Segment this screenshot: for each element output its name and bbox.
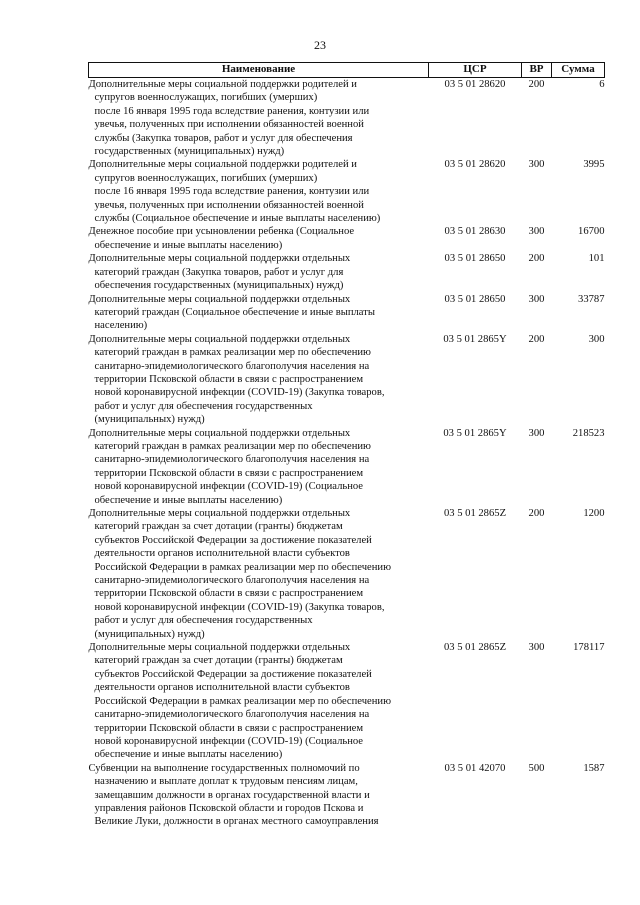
row-name-line: санитарно-эпидемиологического благополучия населения на xyxy=(94,575,370,587)
row-sum: 218523 xyxy=(572,427,605,439)
row-vr: 300 xyxy=(528,159,545,171)
row-sum: 33787 xyxy=(578,293,605,305)
row-name-line: Дополнительные меры социальной поддержки отдельных xyxy=(88,508,351,519)
row-name-line: территории Псковской области в связи с распространением xyxy=(94,722,364,734)
page-number: 23 xyxy=(314,38,326,52)
row-sum: 1587 xyxy=(583,762,605,774)
row-name-line: Дополнительные меры социальной поддержки отдельных xyxy=(88,253,351,265)
row-name-line: после 16 января 1995 года вследствие ранения, контузии или xyxy=(94,105,370,117)
row-name xyxy=(89,641,429,762)
row-csr: 03 5 01 42070 xyxy=(444,762,506,774)
row-name-line: службы (Закупка товаров, работ и услуг для обеспечения xyxy=(94,132,353,144)
row-vr: 300 xyxy=(528,427,545,439)
row-vr: 200 xyxy=(528,79,545,90)
row-name-line: увечья, полученных при исполнении обязанностей военной xyxy=(94,119,364,131)
row-sum: 300 xyxy=(588,333,605,345)
row-name-line: деятельности органов исполнительной власти субъектов xyxy=(94,682,350,694)
table-row xyxy=(89,333,605,427)
header-name: Наименование xyxy=(89,63,429,78)
row-name-line: обеспечение и иные выплаты населению) xyxy=(94,239,283,251)
row-name xyxy=(89,158,429,225)
header-csr: ЦСР xyxy=(429,63,522,78)
row-sum: 178117 xyxy=(573,642,605,654)
table-row xyxy=(89,762,605,829)
row-name-line: санитарно-эпидемиологического благополучия населения на xyxy=(94,454,370,466)
row-name-line: Дополнительные меры социальной поддержки отдельных xyxy=(88,427,351,439)
row-name-line: территории Псковской области в связи с распространением xyxy=(94,588,364,600)
row-csr: 03 5 01 28620 xyxy=(444,79,506,90)
row-name-line: категорий граждан за счет дотации (гранты) бюджетам xyxy=(94,521,343,533)
row-vr: 200 xyxy=(528,253,545,265)
row-name-line: Российской Федерации в рамках реализации мер по обеспечению xyxy=(94,695,392,707)
row-name-line: новой коронавирусной инфекции (COVID-19) (Социальное xyxy=(94,735,364,747)
row-name-line: работ и услуг для обеспечения государственных xyxy=(94,615,313,627)
row-name-line: Субвенции на выполнение государственных полномочий по xyxy=(88,762,360,774)
row-vr: 300 xyxy=(528,226,545,238)
row-sum: 101 xyxy=(588,253,605,265)
row-vr: 200 xyxy=(528,508,545,519)
row-vr: 300 xyxy=(528,642,545,654)
table-row xyxy=(89,641,605,762)
row-name-line: после 16 января 1995 года вследствие ранения, контузии или xyxy=(94,186,370,198)
budget-table xyxy=(88,62,605,829)
row-csr: 03 5 01 2865Z xyxy=(443,508,507,519)
header-sum: Сумма xyxy=(552,63,605,78)
row-name xyxy=(89,78,429,159)
row-name-line: обеспечение и иные выплаты населению) xyxy=(94,494,283,506)
table-body xyxy=(89,78,605,829)
row-csr: 03 5 01 2865Y xyxy=(443,427,507,439)
row-name-line: субъектов Российской Федерации за достижение показателей xyxy=(94,668,372,680)
row-name-line: категорий граждан (Социальное обеспечение и иные выплаты xyxy=(94,306,375,318)
row-name-line: категорий граждан в рамках реализации мер по обеспечению xyxy=(94,347,371,359)
row-name-line: обеспечение и иные выплаты населению) xyxy=(94,749,283,761)
row-name xyxy=(89,293,429,333)
row-name xyxy=(89,225,429,252)
table-row xyxy=(89,78,605,159)
row-vr: 300 xyxy=(528,293,545,305)
row-vr: 200 xyxy=(528,333,545,345)
row-name-line: новой коронавирусной инфекции (COVID-19) (Закупка товаров, xyxy=(94,601,385,613)
row-name-line: службы (Социальное обеспечение и иные выплаты населению) xyxy=(94,213,381,225)
row-name-line: работ и услуг для обеспечения государственных xyxy=(94,400,313,412)
row-csr: 03 5 01 28630 xyxy=(444,226,506,238)
row-name-line: категорий граждан в рамках реализации мер по обеспечению xyxy=(94,440,371,452)
table-row xyxy=(89,427,605,507)
row-name-line: супругов военнослужащих, погибших (умерших) xyxy=(94,172,318,184)
row-name-line: Дополнительные меры социальной поддержки родителей и xyxy=(88,79,357,90)
row-name-line: Дополнительные меры социальной поддержки отдельных xyxy=(88,642,351,654)
row-name-line: Денежное пособие при усыновлении ребенка (Социальное xyxy=(88,226,355,238)
row-name-line: обеспечения государственных (муниципальных) нужд) xyxy=(94,280,344,292)
row-name-line: деятельности органов исполнительной власти субъектов xyxy=(94,548,350,560)
row-csr: 03 5 01 28650 xyxy=(444,253,506,265)
row-name-line: категорий граждан за счет дотации (гранты) бюджетам xyxy=(94,655,343,667)
row-name-line: замещавшим должности в органах государственной власти и xyxy=(94,789,370,801)
row-sum: 3995 xyxy=(583,159,605,171)
row-name xyxy=(89,427,429,507)
row-name-line: Великие Луки, должности в органах местного самоуправления xyxy=(94,816,379,828)
table-row xyxy=(89,158,605,225)
row-name-line: Дополнительные меры социальной поддержки отдельных xyxy=(88,333,351,345)
row-name-line: (муниципальных) нужд) xyxy=(94,414,205,426)
row-sum: 1200 xyxy=(583,508,605,519)
row-sum: 6 xyxy=(599,79,605,90)
row-name-line: территории Псковской области в связи с распространением xyxy=(94,467,364,479)
row-name xyxy=(89,507,429,641)
table-row xyxy=(89,225,605,252)
header-vr: ВР xyxy=(522,63,552,78)
row-name-line: территории Псковской области в связи с распространением xyxy=(94,373,364,385)
row-name-line: Дополнительные меры социальной поддержки отдельных xyxy=(88,293,351,305)
row-name-line: санитарно-эпидемиологического благополучия населения на xyxy=(94,360,370,372)
row-sum: 16700 xyxy=(578,226,605,238)
row-csr: 03 5 01 28650 xyxy=(444,293,506,305)
row-name-line: управления районов Псковской области и городов Пскова и xyxy=(94,802,364,814)
row-name-line: Российской Федерации в рамках реализации мер по обеспечению xyxy=(94,561,392,573)
row-csr: 03 5 01 28620 xyxy=(444,159,506,171)
row-name-line: государственных (муниципальных) нужд) xyxy=(94,146,285,158)
row-name-line: населению) xyxy=(94,320,148,332)
row-name-line: новой коронавирусной инфекции (COVID-19) (Закупка товаров, xyxy=(94,387,385,399)
row-name xyxy=(89,762,429,829)
table-row xyxy=(89,293,605,333)
row-name-line: категорий граждан (Закупка товаров, работ и услуг для xyxy=(94,266,344,278)
row-csr: 03 5 01 2865Z xyxy=(443,642,507,654)
row-name-line: Дополнительные меры социальной поддержки родителей и xyxy=(88,159,357,171)
row-csr: 03 5 01 2865Y xyxy=(443,333,507,345)
table-row xyxy=(89,507,605,641)
row-name-line: санитарно-эпидемиологического благополучия населения на xyxy=(94,709,370,721)
row-name-line: субъектов Российской Федерации за достижение показателей xyxy=(94,534,372,546)
row-name-line: увечья, полученных при исполнении обязанностей военной xyxy=(94,199,364,211)
table-header xyxy=(89,63,605,78)
row-name-line: (муниципальных) нужд) xyxy=(94,628,205,640)
row-name-line: новой коронавирусной инфекции (COVID-19) (Социальное xyxy=(94,481,364,493)
row-name-line: супругов военнослужащих, погибших (умерших) xyxy=(94,92,318,104)
row-name-line: назначению и выплате доплат к трудовым пенсиям лицам, xyxy=(94,776,358,788)
table-row xyxy=(89,252,605,292)
row-vr: 500 xyxy=(528,762,545,774)
row-name xyxy=(89,252,429,292)
row-name xyxy=(89,333,429,427)
